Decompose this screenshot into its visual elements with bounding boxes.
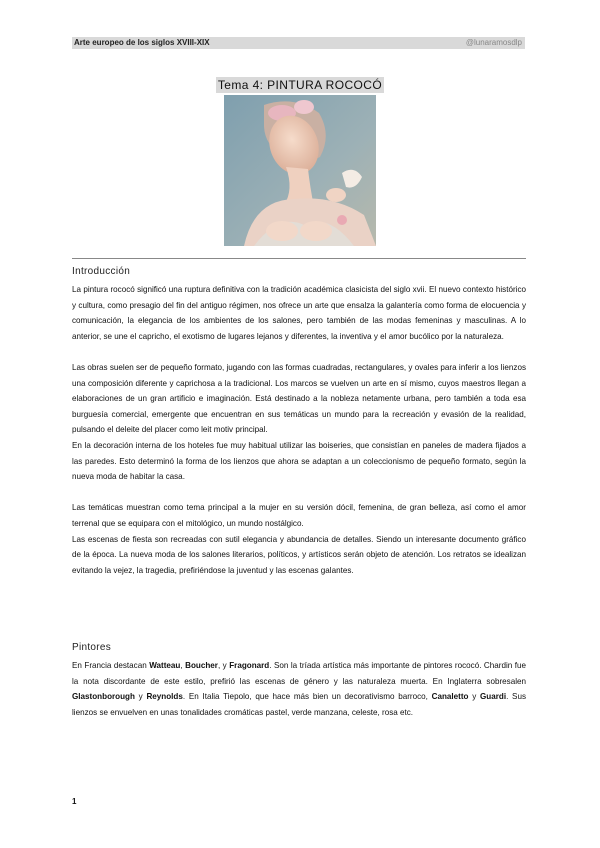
painter-boucher: Boucher	[185, 661, 218, 670]
painter-guardi: Guardi	[480, 692, 507, 702]
intro-paragraph-4: Las temáticas muestran como tema principal a la mujer en su versión dócil, femenina, de gran belleza, así como el amor terrenal que se equipara con el mitológico, un mundo nostálgico.	[72, 503, 526, 528]
painter-watteau: Watteau	[149, 661, 181, 670]
header-course-title: Arte europeo de los siglos XVIII-XIX	[74, 38, 210, 47]
painter-glastonborough: Glastonborough	[72, 692, 135, 702]
document-title	[0, 76, 600, 94]
page-header	[72, 37, 525, 49]
intro-paragraph-5: Las escenas de fiesta son recreadas con sutil elegancia y abundancia de detalles. Siendo un interesante documento gráfico de la época. La nueva moda de los salones literarios, políticos, y artísticos serán objeto de atención. Los retratos se idealizan evitando la vejez, la tragedia, prefiriéndose la juventud y las escenas galantes.	[72, 534, 526, 575]
intro-heading: Introducción	[72, 266, 131, 277]
painter-reynolds: Reynolds	[146, 692, 183, 702]
page-number: 1	[72, 797, 77, 806]
portrait-illustration	[224, 95, 376, 246]
document-title-text: Tema 4: PINTURA ROCOCÓ	[217, 78, 383, 92]
intro-paragraph-1: La pintura rococó significó una ruptura definitiva con la tradición académica clasicista del siglo xvii. El nuevo contexto histórico y cultura, como presagio del fin del antiguo régimen, nos ofrece un arte que ensalza la galantería como forma de elocuencia y comunicación, la elegancia de los ambientes de los salones, pero también de las modas femeninas y masculinas. A lo anterior, se une el capricho, el exotismo de lugares lejanos y diferentes, la inventiva y el amor bucólico por la naturaleza.	[72, 285, 526, 341]
intro-body	[72, 282, 526, 578]
intro-paragraph-2: Las obras suelen ser de pequeño formato, jugando con las formas cuadradas, rectangulares, y ovales para inferir a los lienzos una composición diferente y caprichosa a la tradicional. Los marcos se vuelven un arte en sí mismo, cuyos maestros llegan a elaboraciones de un gran artificio e imaginación. Está destinado a la nobleza netamente urbana, pero también a toda esa burguesía comercial, emergente que encuentran en sus temáticas un mundo para la recreación y evasión de la realidad, pulsando el deleite del placer como leit motiv principal.	[72, 362, 526, 435]
painters-body	[72, 658, 526, 720]
painter-fragonard: Fragonard	[229, 661, 270, 670]
painters-heading: Pintores	[72, 642, 112, 653]
section-divider	[72, 258, 526, 259]
painter-canaletto: Canaletto	[431, 692, 469, 702]
intro-paragraph-3: En la decoración interna de los hoteles fue muy habitual utilizar las boiseries, que consistían en paneles de madera fijados a las paredes. Esto determinó la forma de los lienzos que ahora se adaptan a un coleccionismo de pequeño formato, según la nueva moda de habitar la casa.	[72, 440, 526, 482]
painters-paragraph: En Francia destacan Watteau, Boucher, y Fragonard. Son la tríada artística más importante de pintores rococó. Chardin fue la nota discordante de este estilo, prefirió las escenas de género y las naturaleza muerta. En Inglaterra sobresalen Glastonborough y Reynolds. En Italia Tiepolo, que hace más bien un decorativismo barroco, Canaletto y Guardi. Sus lienzos se envuelven en unas tonalidades cromáticas pastel, verde manzana, celeste, rosa etc.	[72, 661, 527, 717]
header-author-handle: @lunaramosdlp	[465, 38, 522, 47]
rococo-portrait-image	[224, 95, 376, 246]
